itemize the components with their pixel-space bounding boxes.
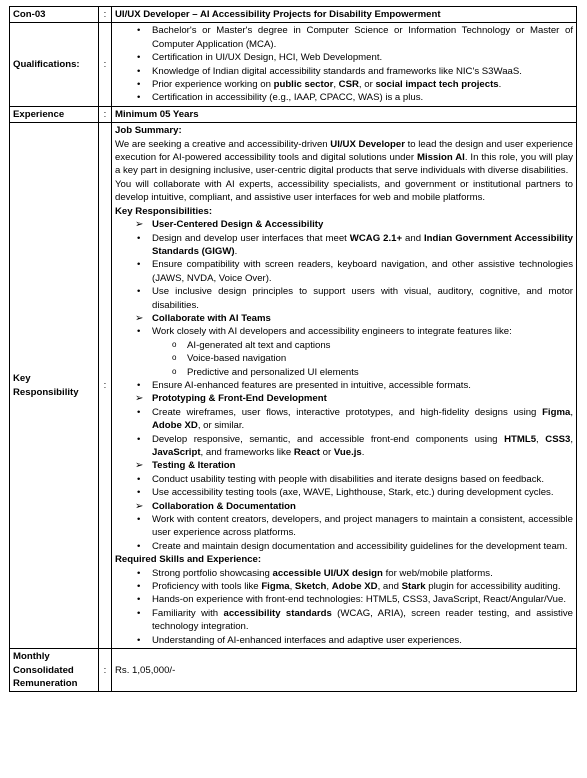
list-item: • Prior experience working on public sector, CSR, or social impact tech projects. <box>115 78 573 91</box>
responsibility-cell <box>112 123 577 649</box>
remuneration-row <box>10 649 577 692</box>
sub-list-item: o AI-generated alt text and captions <box>115 339 573 352</box>
qualifications-label: Qualifications: <box>10 23 99 106</box>
list-item: • Create and maintain design documentation and accessibility guidelines for the development team. <box>115 540 573 553</box>
experience-label: Experience <box>10 106 99 122</box>
colon: : <box>99 7 112 23</box>
required-skills-heading: Required Skills and Experience: <box>115 554 262 566</box>
colon: : <box>99 23 112 106</box>
job-summary-heading: Job Summary: <box>115 125 182 137</box>
list-item: • Work closely with AI developers and accessibility engineers to integrate features like: <box>115 325 573 338</box>
colon: : <box>99 123 112 649</box>
list-item: • Conduct usability testing with people with disabilities and iterate designs based on feedback. <box>115 473 573 486</box>
list-item: • Ensure compatibility with screen readers, keyboard navigation, and other assistive technologies (JAWS, NVDA, Voice Over). <box>115 258 573 285</box>
colon: : <box>99 649 112 692</box>
list-item: • Proficiency with tools like Figma, Sketch, Adobe XD, and Stark plugin for accessibility auditing. <box>115 580 573 593</box>
position-code: Con-03 <box>10 7 99 23</box>
list-item: • Strong portfolio showcasing accessible UI/UX design for web/mobile platforms. <box>115 567 573 580</box>
list-item: • Design and develop user interfaces that meet WCAG 2.1+ and Indian Government Accessibility Standards (GIGW). <box>115 232 573 259</box>
experience-value: Minimum 05 Years <box>112 106 577 122</box>
summary-paragraph: You will collaborate with AI experts, accessibility specialists, and government or institutional partners to develop intuitive, compliant, and assistive user interfaces for web and mobile platforms. <box>115 178 573 204</box>
qualifications-row <box>10 23 577 106</box>
section-heading: ➢ User-Centered Design & Accessibility <box>115 218 573 231</box>
experience-row <box>10 106 577 122</box>
section-heading: ➢ Prototyping & Front-End Development <box>115 392 573 405</box>
qualifications-list-cell <box>112 23 577 106</box>
list-item: • Hands-on experience with front-end technologies: HTML5, CSS3, JavaScript, React/Angular/Vue. <box>115 593 573 606</box>
responsibility-label: Key Responsibility <box>10 123 99 649</box>
list-item: • Work with content creators, developers, and project managers to maintain a consistent, accessible user experience across platforms. <box>115 513 573 540</box>
list-item: • Bachelor's or Master's degree in Computer Science or Information Technology or Master of Computer Application (MCA). <box>115 24 573 51</box>
list-item: • Create wireframes, user flows, interactive prototypes, and high-fidelity designs using Figma, Adobe XD, or similar. <box>115 406 573 433</box>
position-title: UI/UX Developer – AI Accessibility Projects for Disability Empowerment <box>112 7 577 23</box>
list-item: • Understanding of AI-enhanced interfaces and adaptive user experiences. <box>115 634 573 647</box>
list-item: • Certification in UI/UX Design, HCI, Web Development. <box>115 51 573 64</box>
job-description-table <box>9 6 577 692</box>
section-heading: ➢ Collaboration & Documentation <box>115 500 573 513</box>
sub-list-item: o Predictive and personalized UI elements <box>115 366 573 379</box>
qualifications-list <box>115 24 573 104</box>
list-item: • Knowledge of Indian digital accessibility standards and frameworks like NIC's S3WaaS. <box>115 65 573 78</box>
remuneration-value: Rs. 1,05,000/- <box>112 649 577 692</box>
key-responsibilities-heading: Key Responsibilities: <box>115 205 213 217</box>
section-heading: ➢ Testing & Iteration <box>115 459 573 472</box>
list-item: • Familiarity with accessibility standards (WCAG, ARIA), screen reader testing, and assistive technology integration. <box>115 607 573 634</box>
list-item: • Use accessibility testing tools (axe, WAVE, Lighthouse, Stark, etc.) during development cycles. <box>115 486 573 499</box>
responsibility-row <box>10 123 577 649</box>
sub-list-item: o Voice-based navigation <box>115 352 573 365</box>
remuneration-label: Monthly Consolidated Remuneration <box>10 649 99 692</box>
list-item: • Develop responsive, semantic, and accessible front-end components using HTML5, CSS3, JavaScript, and frameworks like React or Vue.js. <box>115 433 573 460</box>
list-item: • Ensure AI-enhanced features are presented in intuitive, accessible formats. <box>115 379 573 392</box>
colon: : <box>99 106 112 122</box>
list-item: • Certification in accessibility (e.g., IAAP, CPACC, WAS) is a plus. <box>115 91 573 104</box>
section-heading: ➢ Collaborate with AI Teams <box>115 312 573 325</box>
header-row <box>10 7 577 23</box>
list-item: • Use inclusive design principles to support users with visual, auditory, cognitive, and motor disabilities. <box>115 285 573 312</box>
summary-paragraph: We are seeking a creative and accessibility-driven UI/UX Developer to lead the design and user experience execution for AI-powered accessibility tools and digital solutions under Mission AI. In this role, you will play a key part in designing inclusive, user-centric digital products that serve individuals with diverse disabilities. <box>115 138 573 177</box>
